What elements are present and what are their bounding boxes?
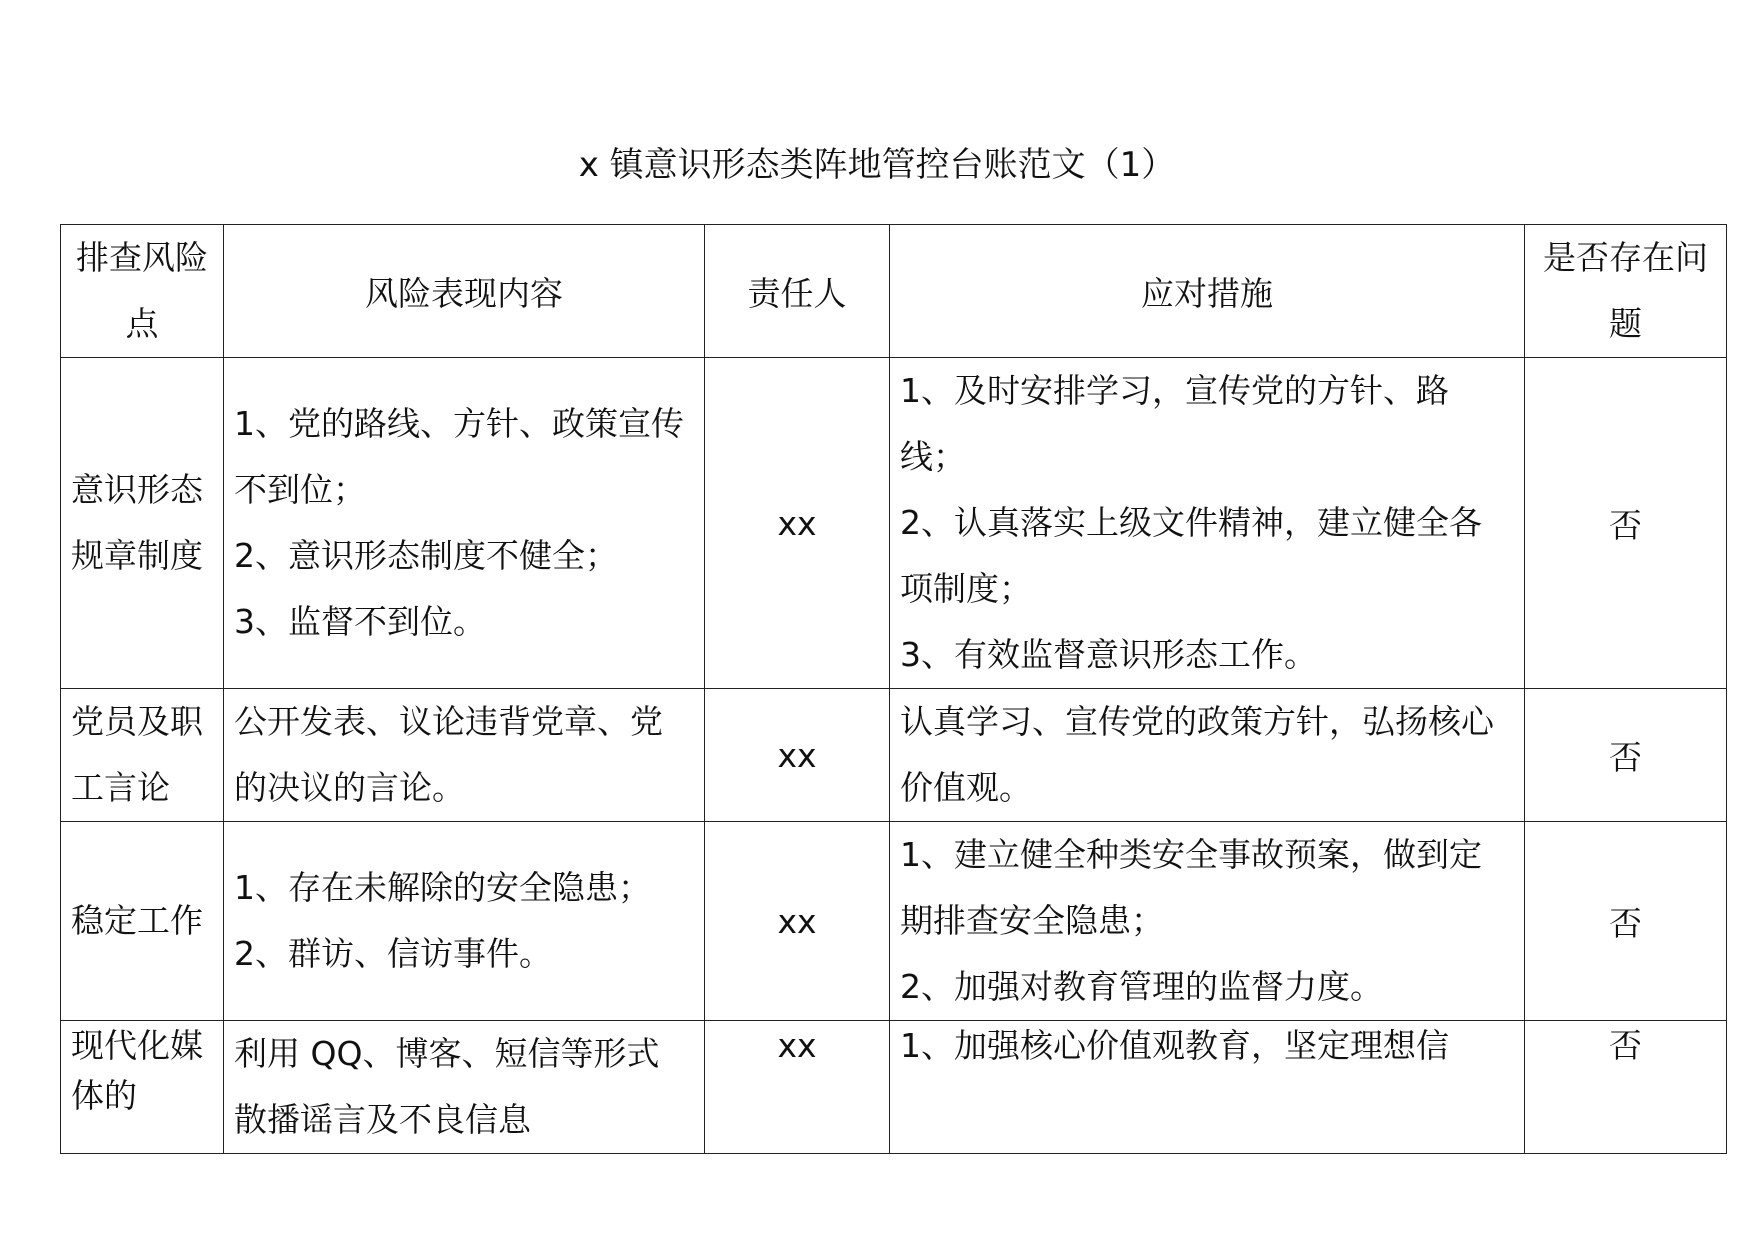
owner-cell: xx	[705, 358, 890, 689]
header-risk-content: 风险表现内容	[224, 225, 705, 358]
header-has-issue: 是否存在问 题	[1525, 225, 1727, 358]
has-issue-cell: 否	[1525, 1021, 1727, 1154]
document-title: x 镇意识形态类阵地管控台账范文（1）	[578, 145, 1176, 185]
has-issue-cell: 否	[1525, 822, 1727, 1021]
measures-cell: 1、加强核心价值观教育，坚定理想信	[890, 1021, 1525, 1154]
risk-point-cell: 意识形态 规章制度	[61, 358, 224, 689]
table-header-row	[61, 225, 1727, 358]
risk-content-cell: 公开发表、议论违背党章、党 的决议的言论。	[224, 689, 705, 822]
risk-point-cell: 党员及职 工言论	[61, 689, 224, 822]
header-risk-point: 排查风险 点	[61, 225, 224, 358]
risk-point-cell: 稳定工作	[61, 822, 224, 1021]
table-row	[61, 358, 1727, 689]
measures-cell: 1、及时安排学习，宣传党的方针、路 线； 2、认真落实上级文件精神，建立健全各 项制度； 3、有效监督意识形态工作。	[890, 358, 1525, 689]
table-row	[61, 822, 1727, 1021]
owner-cell: xx	[705, 822, 890, 1021]
has-issue-cell: 否	[1525, 358, 1727, 689]
measures-cell: 1、建立健全种类安全事故预案，做到定 期排查安全隐患； 2、加强对教育管理的监督力度。	[890, 822, 1525, 1021]
owner-cell: xx	[705, 1021, 890, 1154]
risk-content-cell: 1、存在未解除的安全隐患； 2、群访、信访事件。	[224, 822, 705, 1021]
ledger-table	[60, 224, 1727, 1154]
risk-content-cell: 利用 QQ、博客、短信等形式 散播谣言及不良信息	[224, 1021, 705, 1154]
risk-point-cell: 现代化媒 体的	[61, 1021, 224, 1154]
table-row	[61, 689, 1727, 822]
owner-cell: xx	[705, 689, 890, 822]
table-row	[61, 1021, 1727, 1154]
header-measures: 应对措施	[890, 225, 1525, 358]
risk-content-cell: 1、党的路线、方针、政策宣传 不到位； 2、意识形态制度不健全； 3、监督不到位。	[224, 358, 705, 689]
header-owner: 责任人	[705, 225, 890, 358]
has-issue-cell: 否	[1525, 689, 1727, 822]
measures-cell: 认真学习、宣传党的政策方针，弘扬核心 价值观。	[890, 689, 1525, 822]
